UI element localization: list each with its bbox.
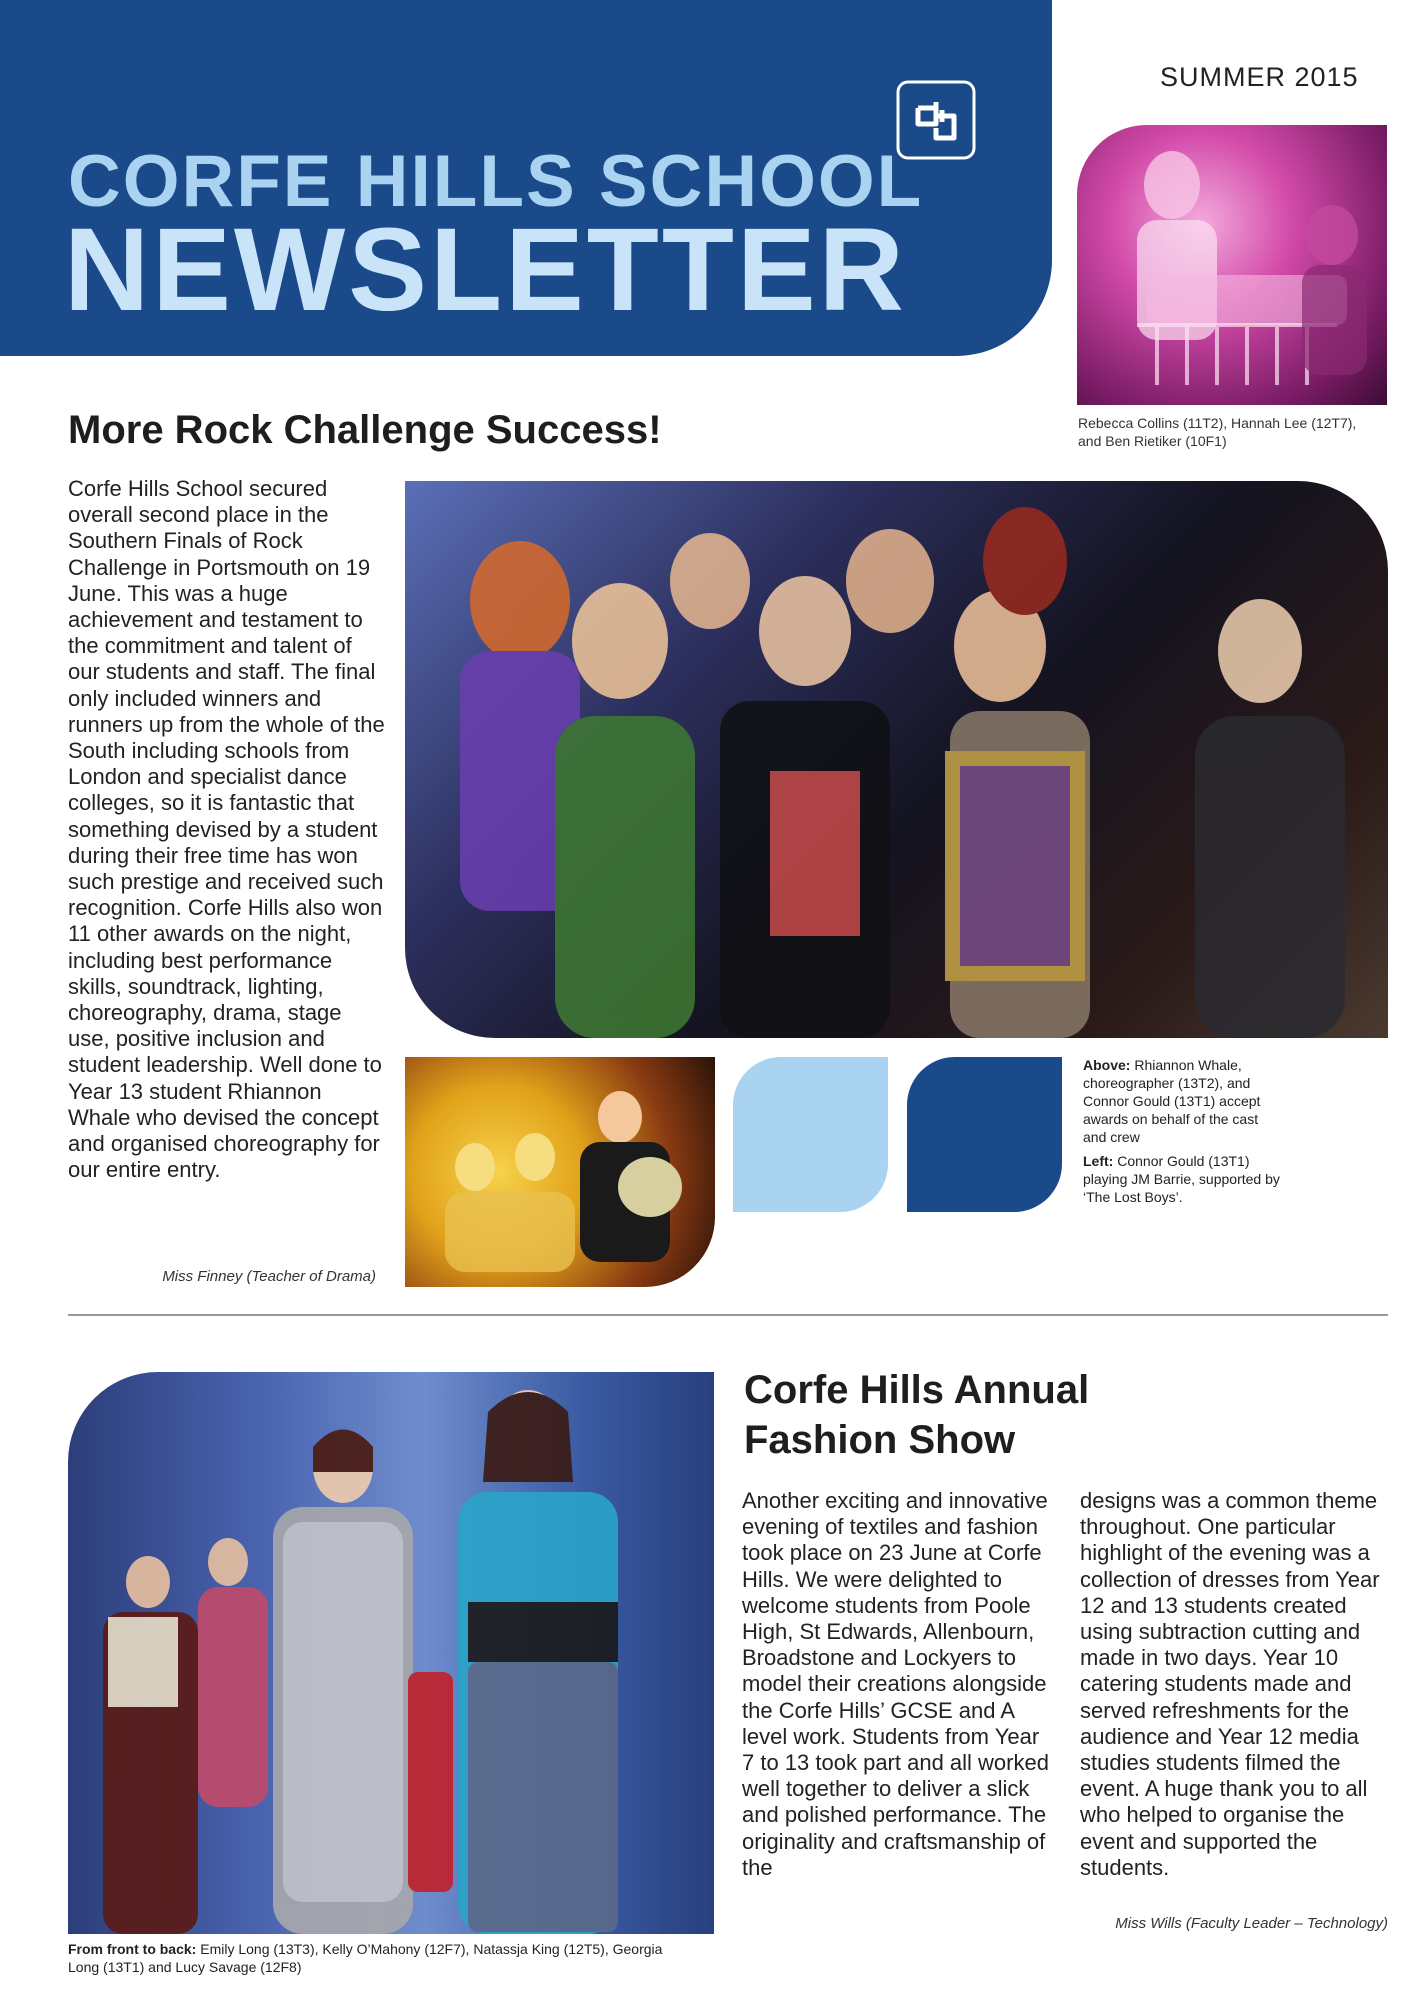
article-title-rock-challenge: More Rock Challenge Success! (68, 408, 662, 452)
photo-caption-top: Rebecca Collins (11T2), Hannah Lee (12T7), and Ben Rietiker (10F1) (1078, 415, 1357, 449)
article-author-fashion-show: Miss Wills (Faculty Leader – Technology) (1115, 1915, 1388, 1932)
caption-text: Rhiannon Whale, choreographer (13T2), and Connor Gould (13T1) accept awards on behalf of the cast and crew (1083, 1057, 1261, 1145)
article-body-fashion-col2: designs was a common theme throughout. One particular highlight of the evening was a collection of dresses from Year 12 and 13 students created using subtraction cutting and made in two days. Year 10 catering students made and served refreshments for the audience and Year 12 media studies students filmed the event. A huge thank you to all who helped to organise the event and supported the students. (1080, 1488, 1380, 1880)
school-crest-icon (896, 80, 976, 160)
newsletter-title: NEWSLETTER (64, 204, 907, 336)
caption-label: From front to back: (68, 1941, 197, 1957)
fashion-show-photo (68, 1372, 714, 1934)
section-divider (68, 1314, 1388, 1316)
photo-caption-left (1083, 1152, 1283, 1206)
school-name: CORFE HILLS SCHOOL (68, 141, 924, 222)
lost-boys-stage-photo (405, 1057, 715, 1287)
photo-caption-fashion (68, 1940, 668, 1976)
caption-text: Connor Gould (13T1) playing JM Barrie, supported by ‘The Lost Boys’. (1083, 1153, 1280, 1205)
article-author-rock-challenge: Miss Finney (Teacher of Drama) (162, 1268, 376, 1285)
article-title-fashion-show: Corfe Hills Annual Fashion Show (744, 1368, 1090, 1462)
stage-performance-photo (1077, 125, 1387, 405)
caption-label: Left: (1083, 1153, 1114, 1169)
edition-date: SUMMER 2015 (1160, 62, 1359, 92)
decorative-shape-dark (907, 1057, 1062, 1212)
caption-label: Above: (1083, 1057, 1131, 1073)
decorative-shape-light (733, 1057, 888, 1212)
article-body-rock-challenge: Corfe Hills School secured overall second place in the Southern Finals of Rock Challenge in Portsmouth on 19 June. This was a huge achievement and testament to the commitment and talent of our students and staff. The final only included winners and runners up from the whole of the South including schools from London and specialist dance colleges, so it is fantastic that something devised by a student during their free time has won such prestige and received such recognition. Corfe Hills also won 11 other awards on the night, including best performance skills, soundtrack, lighting, choreography, drama, stage use, positive inclusion and student leadership. Well done to Year 13 student Rhiannon Whale who devised the concept and organised choreography for our entire entry. (68, 476, 385, 1183)
caption-text: Emily Long (13T3), Kelly O’Mahony (12F7), Natassja King (12T5), Georgia Long (13T1) and Lucy Savage (12F8) (68, 1941, 663, 1975)
award-group-photo (405, 481, 1388, 1038)
article-body-fashion-col1: Another exciting and innovative evening of textiles and fashion took place on 23 June at Corfe Hills. We were delighted to welcome students from Poole High, St Edwards, Allenbourn, Broadstone and Lockyers to model their creations alongside the Corfe Hills’ GCSE and A level work. Students from Year 7 to 13 took part and all worked well together to deliver a slick and polished performance. The originality and craftsmanship of the (742, 1488, 1049, 1880)
photo-caption-above (1083, 1056, 1283, 1146)
